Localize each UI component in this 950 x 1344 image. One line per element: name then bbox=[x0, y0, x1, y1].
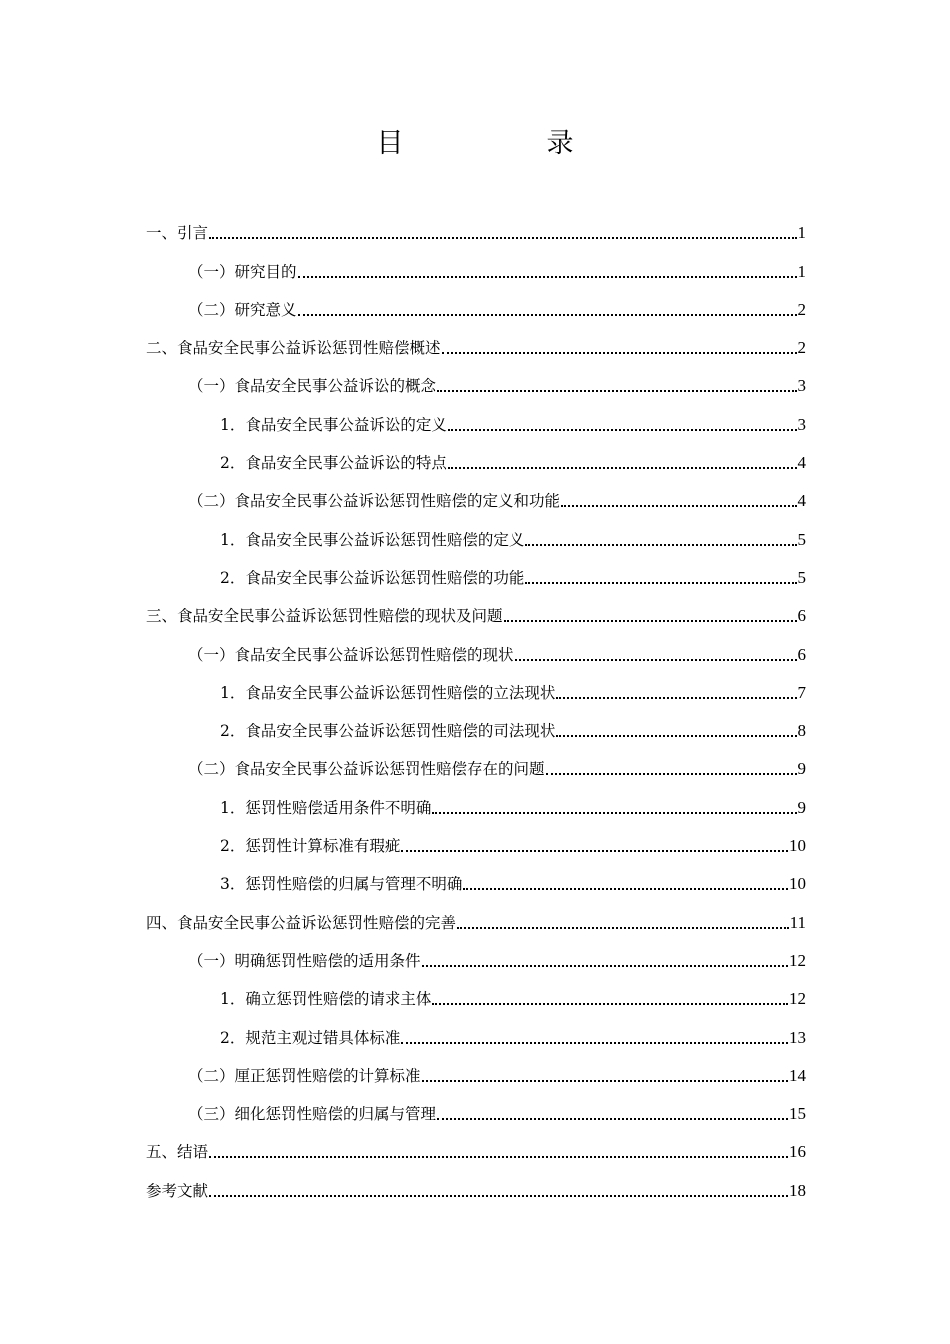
toc-entry-page-number: 7 bbox=[797, 682, 806, 702]
toc-entry[interactable] bbox=[146, 627, 806, 665]
toc-entry-label: （二）食品安全民事公益诉讼惩罚性赔偿存在的问题 bbox=[188, 760, 545, 779]
toc-entry-label: 1．确立惩罚性赔偿的请求主体 bbox=[220, 990, 432, 1009]
toc-entry[interactable] bbox=[146, 1125, 806, 1163]
toc-entry[interactable] bbox=[146, 666, 806, 704]
page-title: 目 录 bbox=[376, 128, 632, 159]
toc-dot-leader bbox=[209, 1156, 788, 1158]
toc-entry-label: （一）食品安全民事公益诉讼惩罚性赔偿的现状 bbox=[188, 645, 514, 664]
toc-dot-leader bbox=[298, 314, 797, 316]
toc-entry-page-number: 3 bbox=[797, 376, 806, 396]
toc-dot-leader bbox=[401, 1042, 788, 1044]
toc-entry-label: 一、引言 bbox=[146, 224, 209, 243]
toc-entry-page-number: 4 bbox=[797, 491, 806, 511]
toc-dot-leader bbox=[463, 888, 788, 890]
toc-dot-leader bbox=[525, 544, 796, 546]
toc-entry-label: 参考文献 bbox=[146, 1181, 209, 1200]
toc-entry[interactable] bbox=[146, 436, 806, 474]
toc-entry-label: （三）细化惩罚性赔偿的归属与管理 bbox=[188, 1105, 437, 1124]
toc-entry-page-number: 6 bbox=[797, 644, 806, 664]
toc-entry-label: （二）食品安全民事公益诉讼惩罚性赔偿的定义和功能 bbox=[188, 492, 561, 511]
toc-entry[interactable] bbox=[146, 1163, 806, 1201]
toc-entry[interactable] bbox=[146, 359, 806, 397]
toc-dot-leader bbox=[442, 352, 797, 354]
toc-entry-label: 四、食品安全民事公益诉讼惩罚性赔偿的完善 bbox=[146, 913, 457, 932]
toc-dot-leader bbox=[209, 1195, 788, 1197]
toc-entry-label: （一）研究目的 bbox=[188, 262, 297, 281]
toc-dot-leader bbox=[448, 429, 797, 431]
toc-entry-page-number: 15 bbox=[789, 1104, 806, 1124]
toc-dot-leader bbox=[556, 735, 796, 737]
toc-entry-page-number: 2 bbox=[797, 299, 806, 319]
toc-dot-leader bbox=[437, 390, 796, 392]
toc-entry-page-number: 12 bbox=[789, 989, 806, 1009]
toc-entry-page-number: 1 bbox=[797, 261, 806, 281]
toc-entry-page-number: 13 bbox=[789, 1027, 806, 1047]
toc-dot-leader bbox=[298, 276, 797, 278]
toc-entry-label: 1．食品安全民事公益诉讼惩罚性赔偿的立法现状 bbox=[220, 683, 556, 702]
toc-entry-label: 1．食品安全民事公益诉讼惩罚性赔偿的定义 bbox=[220, 530, 525, 549]
toc-entry-page-number: 10 bbox=[789, 836, 806, 856]
toc-dot-leader bbox=[432, 1003, 788, 1005]
toc-entry-page-number: 14 bbox=[789, 1065, 806, 1085]
toc-dot-leader bbox=[209, 237, 796, 239]
toc-entry[interactable] bbox=[146, 780, 806, 818]
toc-dot-leader bbox=[422, 1080, 788, 1082]
toc-entry-page-number: 10 bbox=[789, 874, 806, 894]
toc-entry[interactable] bbox=[146, 589, 806, 627]
toc-entry[interactable] bbox=[146, 512, 806, 550]
toc-entry-label: （一）明确惩罚性赔偿的适用条件 bbox=[188, 951, 421, 970]
toc-entry-page-number: 9 bbox=[797, 759, 806, 779]
toc-entry[interactable] bbox=[146, 551, 806, 589]
toc-entry-label: 2．规范主观过错具体标准 bbox=[220, 1028, 401, 1047]
toc-dot-leader bbox=[432, 812, 796, 814]
toc-entry-page-number: 16 bbox=[789, 1142, 806, 1162]
toc-entry[interactable] bbox=[146, 397, 806, 435]
toc-entry-page-number: 12 bbox=[789, 950, 806, 970]
toc-entry[interactable] bbox=[146, 206, 806, 244]
toc-entry-label: 三、食品安全民事公益诉讼惩罚性赔偿的现状及问题 bbox=[146, 607, 503, 626]
toc-entry-page-number: 5 bbox=[797, 529, 806, 549]
toc-entry-label: 2．食品安全民事公益诉讼的特点 bbox=[220, 454, 447, 473]
toc-entry-label: 3．惩罚性赔偿的归属与管理不明确 bbox=[220, 875, 463, 894]
toc-entry-label: 2．惩罚性计算标准有瑕疵 bbox=[220, 837, 401, 856]
toc-entry-label: 五、结语 bbox=[146, 1143, 209, 1162]
toc-dot-leader bbox=[448, 467, 797, 469]
toc-entry[interactable] bbox=[146, 972, 806, 1010]
toc-entry[interactable] bbox=[146, 895, 806, 933]
toc-entry-label: （二）厘正惩罚性赔偿的计算标准 bbox=[188, 1066, 421, 1085]
toc-entry[interactable] bbox=[146, 1049, 806, 1087]
toc-dot-leader bbox=[437, 1118, 788, 1120]
toc-dot-leader bbox=[556, 697, 796, 699]
toc-dot-leader bbox=[401, 850, 788, 852]
toc-entry-label: （二）研究意义 bbox=[188, 300, 297, 319]
toc-entry[interactable] bbox=[146, 321, 806, 359]
toc-entry-page-number: 9 bbox=[797, 797, 806, 817]
toc-dot-leader bbox=[561, 505, 796, 507]
toc-entry-page-number: 8 bbox=[797, 721, 806, 741]
toc-entry[interactable] bbox=[146, 934, 806, 972]
toc-entry[interactable] bbox=[146, 244, 806, 282]
toc-dot-leader bbox=[457, 927, 789, 929]
toc-entry-label: 1．惩罚性赔偿适用条件不明确 bbox=[220, 798, 432, 817]
toc-entry[interactable] bbox=[146, 1087, 806, 1125]
toc-dot-leader bbox=[546, 773, 797, 775]
toc-entry-label: 2．食品安全民事公益诉讼惩罚性赔偿的司法现状 bbox=[220, 722, 556, 741]
toc-entry-page-number: 5 bbox=[797, 567, 806, 587]
toc-entry-label: 二、食品安全民事公益诉讼惩罚性赔偿概述 bbox=[146, 339, 441, 358]
toc-entry[interactable] bbox=[146, 474, 806, 512]
toc-entry-page-number: 3 bbox=[797, 414, 806, 434]
toc-dot-leader bbox=[504, 620, 797, 622]
toc-entry[interactable] bbox=[146, 704, 806, 742]
toc-entry-page-number: 6 bbox=[797, 606, 806, 626]
toc-entry[interactable] bbox=[146, 857, 806, 895]
toc-entry[interactable] bbox=[146, 742, 806, 780]
toc-entry-page-number: 1 bbox=[797, 223, 806, 243]
toc-entry-page-number: 11 bbox=[789, 912, 806, 932]
toc-entry-label: 1．食品安全民事公益诉讼的定义 bbox=[220, 415, 447, 434]
toc-entry[interactable] bbox=[146, 819, 806, 857]
table-of-contents bbox=[146, 206, 806, 1202]
toc-entry[interactable] bbox=[146, 283, 806, 321]
toc-dot-leader bbox=[422, 965, 788, 967]
toc-dot-leader bbox=[525, 582, 796, 584]
toc-dot-leader bbox=[515, 659, 797, 661]
toc-entry-page-number: 18 bbox=[789, 1180, 806, 1200]
toc-entry-page-number: 2 bbox=[797, 338, 806, 358]
toc-entry-label: 2．食品安全民事公益诉讼惩罚性赔偿的功能 bbox=[220, 568, 525, 587]
toc-entry-page-number: 4 bbox=[797, 453, 806, 473]
toc-entry-label: （一）食品安全民事公益诉讼的概念 bbox=[188, 377, 437, 396]
toc-entry[interactable] bbox=[146, 1010, 806, 1048]
